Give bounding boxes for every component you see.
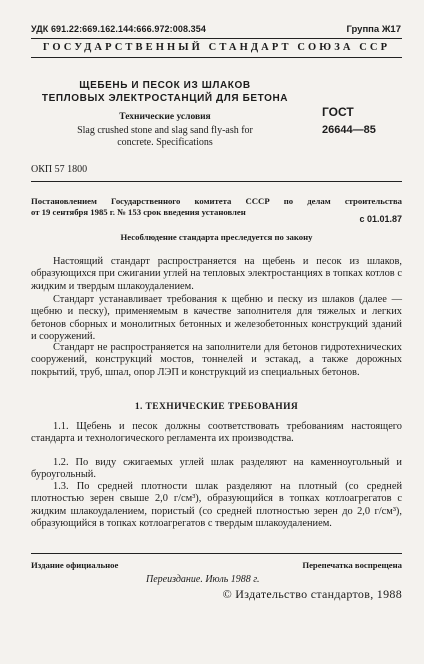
okp-code: ОКП 57 1800 xyxy=(31,164,88,175)
title-line-1: ЩЕБЕНЬ И ПЕСОК ИЗ ШЛАКОВ xyxy=(79,80,251,91)
header-rule-top xyxy=(31,38,402,39)
udk-code: УДК 691.22:669.162.144:666.972:008.354 xyxy=(31,24,206,34)
requirement-1-1: 1.1. Щебень и песок должны соответствовать требованиям настоящего стандарта и технологического регламента их производства. xyxy=(31,421,402,445)
group-code: Группа Ж17 xyxy=(346,24,401,35)
requirement-1-3: 1.3. По средней плотности шлак разделяют на плотный (со средней плотностью зерен свыше 2,0 г/см³), образующийся в топках котлоагрегатов с жидким шлакоудалением, пористый (со средней плотностью зерен до 2,0 г/см³), образующийся в топках котлоагрегатов с твердым шлакоудалением. xyxy=(31,481,402,529)
effective-date: с 01.01.87 xyxy=(359,214,402,224)
gost-label: ГОСТ xyxy=(322,105,354,119)
decree-line-2: от 19 сентября 1985 г. № 153 срок введения установлен xyxy=(31,207,246,217)
footer-rule xyxy=(31,553,402,554)
gost-number: 26644—85 xyxy=(322,124,376,136)
reprint-prohibited: Перепечатка воспрещена xyxy=(302,560,402,570)
decree-line-1: Постановлением Государственного комитета СССР по делам строительства xyxy=(31,196,402,206)
copyright: © Издательство стандартов, 1988 xyxy=(222,587,402,601)
intro-paragraph-1: Настоящий стандарт распространяется на щебень и песок из шлаков, образующихся при сжигании углей на тепловых электростанциях в топках котлов с жидким и твердым шлакоудалением. xyxy=(31,256,402,292)
okp-rule xyxy=(31,181,402,182)
legal-warning: Несоблюдение стандарта преследуется по закону xyxy=(120,232,313,242)
section-heading: 1. ТЕХНИЧЕСКИЕ ТРЕБОВАНИЯ xyxy=(134,402,299,412)
standard-banner: ГОСУДАРСТВЕННЫЙ СТАНДАРТ СОЮЗА ССР xyxy=(42,42,391,53)
title-subtitle: Технические условия xyxy=(119,112,211,122)
requirement-1-2: 1.2. По виду сжигаемых углей шлак разделяют на каменноугольный и буроугольный. xyxy=(31,457,402,481)
header-rule-bottom xyxy=(31,57,402,58)
official-edition: Издание официальное xyxy=(31,560,119,570)
title-line-2: ТЕПЛОВЫХ ЭЛЕКТРОСТАНЦИЙ ДЛЯ БЕТОНА xyxy=(41,93,289,104)
english-title-line-2: concrete. Specifications xyxy=(117,137,213,148)
intro-paragraph-2: Стандарт устанавливает требования к щебню и песку из шлаков (далее — щебню и песку), применяемым в качестве заполнителя для тяжелых и легких бетонов сборных и монолитных бетонных и железобетонных конструкций зданий и сооружений. xyxy=(31,294,402,342)
reissue-note: Переиздание. Июль 1988 г. xyxy=(146,574,260,585)
intro-paragraph-3: Стандарт не распространяется на заполнители для бетонов гидротехнических сооружений, конструкций мостов, тоннелей и эстакад, а также дорожных покрытий, труб, шпал, опор ЛЭП и конструкций из специальных бетонов. xyxy=(31,342,402,378)
english-title-line-1: Slag crushed stone and slag sand fly-ash for xyxy=(77,125,253,136)
